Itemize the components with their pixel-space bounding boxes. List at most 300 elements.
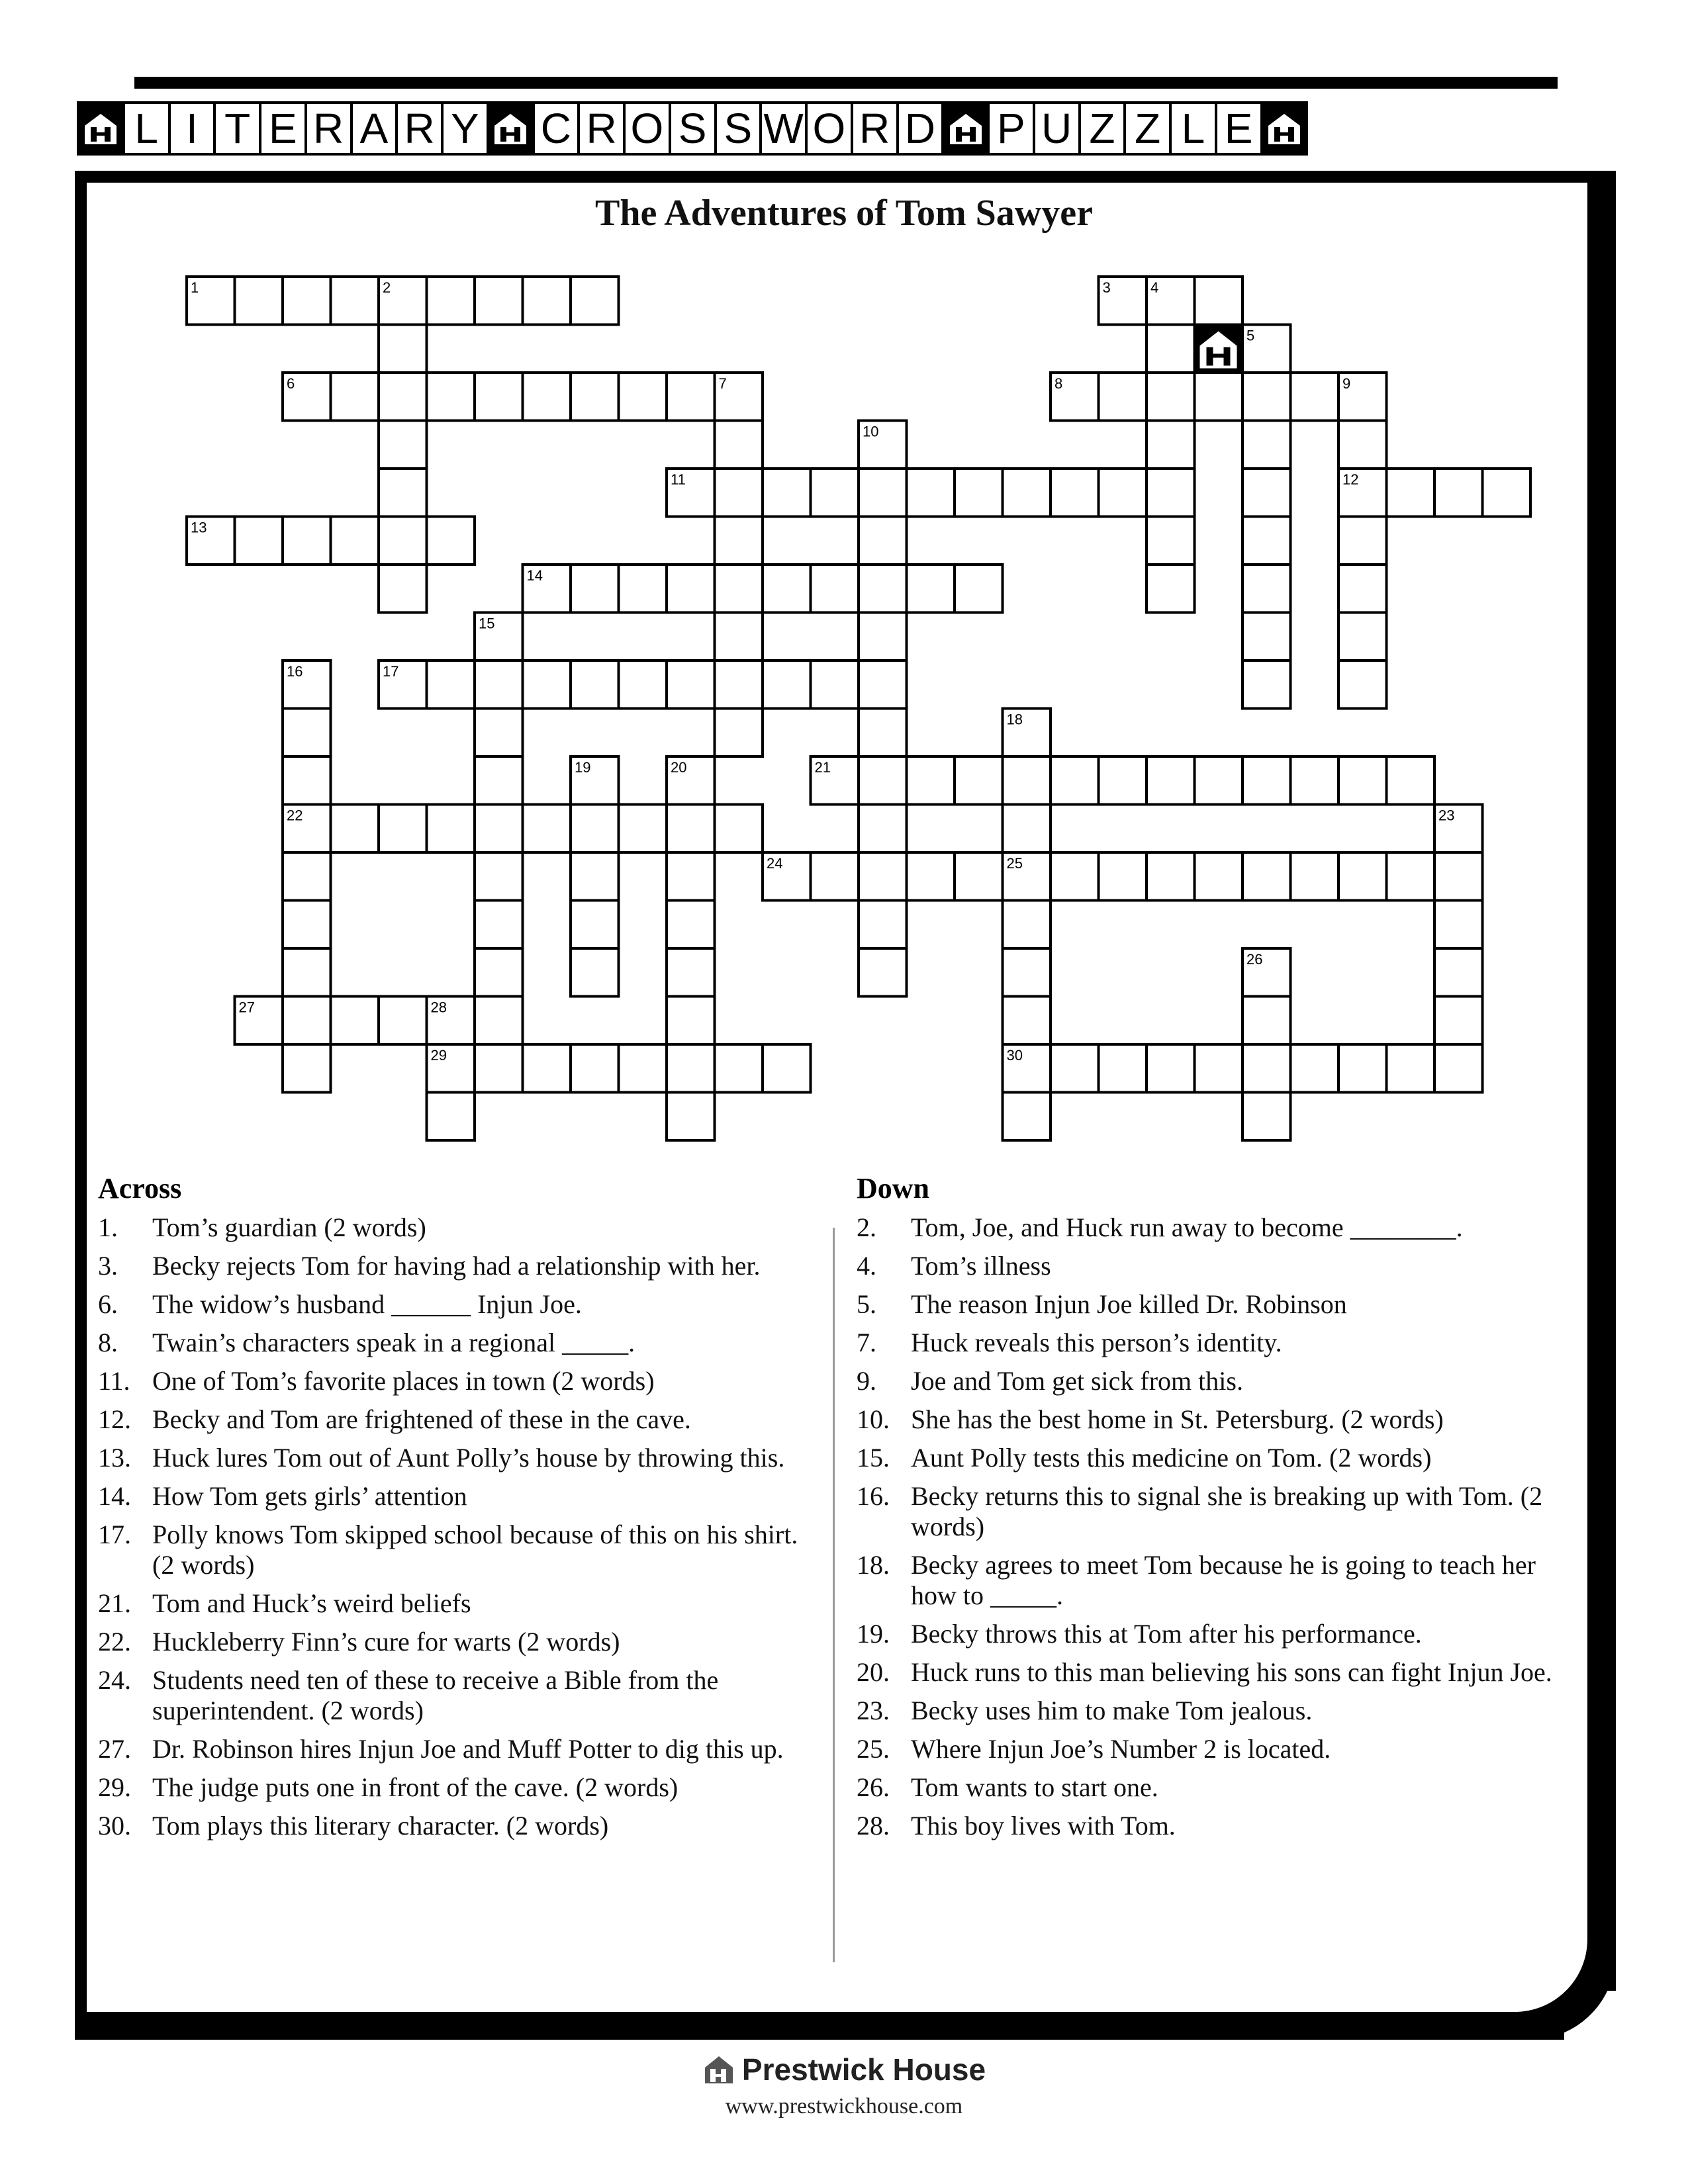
crossword-cell[interactable] (427, 277, 475, 325)
crossword-cell[interactable] (1051, 852, 1099, 901)
crossword-cell[interactable] (667, 997, 715, 1045)
crossword-cell[interactable] (859, 709, 907, 757)
across-clue (98, 1481, 820, 1512)
cell-number: 24 (767, 855, 783, 872)
crossword-cell[interactable] (1338, 1044, 1387, 1093)
crossword-cell[interactable] (283, 997, 331, 1045)
cell-number: 26 (1246, 951, 1263, 968)
crossword-cell[interactable] (1338, 852, 1387, 901)
crossword-cell[interactable] (1003, 997, 1051, 1045)
across-clue (98, 1366, 820, 1396)
crossword-cell[interactable] (667, 948, 715, 997)
footer-url[interactable]: www.prestwickhouse.com (725, 2094, 963, 2118)
clue-text: Aunt Polly tests this medicine on Tom. (2 words) (911, 1443, 1432, 1473)
crossword-cell[interactable] (475, 660, 523, 709)
crossword-cell[interactable] (1434, 469, 1483, 517)
clue-number: 29. (98, 1772, 131, 1802)
clue-text: Huck lures Tom out of Aunt Polly’s house by throwing this. (152, 1443, 785, 1473)
clue-number: 15. (857, 1443, 890, 1473)
crossword-cell[interactable] (1243, 1044, 1291, 1093)
crossword-cell[interactable] (475, 277, 523, 325)
crossword-cell[interactable] (1003, 469, 1051, 517)
down-clue (857, 1404, 1578, 1435)
across-clue (98, 1520, 820, 1580)
clue-number: 23. (857, 1696, 890, 1725)
title-letter: Z (1078, 101, 1127, 156)
crossword-cell[interactable] (283, 517, 331, 565)
crossword-cell[interactable] (523, 373, 571, 421)
crossword-cell[interactable] (1387, 469, 1435, 517)
crossword-cell[interactable] (667, 1093, 715, 1141)
clue-number: 18. (857, 1550, 890, 1580)
down-clue (857, 1251, 1578, 1281)
cell-number: 15 (479, 615, 495, 632)
clue-text: Becky agrees to meet Tom because he is going to teach her how to _____. (911, 1550, 1536, 1610)
crossword-cell[interactable] (1003, 805, 1051, 853)
clue-number: 2. (857, 1212, 876, 1242)
crossword-cell[interactable] (427, 373, 475, 421)
crossword-cell[interactable] (571, 277, 619, 325)
clue-text: She has the best home in St. Petersburg. (2 words) (911, 1404, 1444, 1434)
cell-number: 30 (1006, 1047, 1023, 1064)
cell-number: 9 (1342, 375, 1351, 392)
crossword-cell[interactable] (523, 660, 571, 709)
crossword-cell[interactable] (1291, 852, 1339, 901)
crossword-cell[interactable] (1147, 517, 1195, 565)
crossword-cell[interactable] (1434, 852, 1483, 901)
across-clue (98, 1811, 820, 1841)
down-clue (857, 1734, 1578, 1764)
crossword-cell[interactable] (379, 421, 427, 469)
crossword-cell[interactable] (1147, 373, 1195, 421)
crossword-cell[interactable] (955, 756, 1003, 805)
clue-text: Tom and Huck’s weird beliefs (152, 1588, 471, 1618)
clue-number: 24. (98, 1665, 131, 1695)
crossword-cell[interactable] (283, 709, 331, 757)
crossword-cell[interactable] (1243, 565, 1291, 613)
crossword-cell[interactable] (715, 709, 763, 757)
crossword-cell[interactable] (1003, 901, 1051, 949)
clue-text: Becky and Tom are frightened of these in the cave. (152, 1404, 691, 1434)
crossword-cell[interactable] (475, 948, 523, 997)
clue-text: The reason Injun Joe killed Dr. Robinson (911, 1289, 1347, 1319)
down-clue (857, 1772, 1578, 1803)
crossword-cell[interactable] (859, 948, 907, 997)
across-clue (98, 1665, 820, 1726)
clue-number: 19. (857, 1619, 890, 1649)
crossword-cell[interactable] (955, 565, 1003, 613)
crossword-cell[interactable] (1051, 469, 1099, 517)
clue-number: 12. (98, 1404, 131, 1434)
crossword-cell[interactable] (331, 373, 379, 421)
crossword-cell[interactable] (1099, 469, 1147, 517)
crossword-cell[interactable] (1147, 325, 1195, 373)
clue-number: 7. (857, 1328, 876, 1357)
crossword-cell[interactable] (955, 852, 1003, 901)
across-clue (98, 1734, 820, 1764)
crossword-cell[interactable] (475, 1044, 523, 1093)
clue-text: Huck runs to this man believing his sons can fight Injun Joe. (911, 1657, 1552, 1687)
cell-number: 23 (1438, 807, 1455, 824)
crossword-cell[interactable] (379, 373, 427, 421)
crossword-cell[interactable] (811, 660, 859, 709)
crossword-cell[interactable] (475, 709, 523, 757)
crossword-cell[interactable] (523, 277, 571, 325)
crossword-cell[interactable] (571, 805, 619, 853)
cell-number: 29 (430, 1047, 447, 1064)
crossword-cell[interactable] (379, 469, 427, 517)
crossword-cell[interactable] (619, 805, 667, 853)
cell-number: 13 (191, 519, 207, 536)
crossword-cell[interactable] (1099, 1044, 1147, 1093)
crossword-cell[interactable] (1099, 373, 1147, 421)
crossword-cell[interactable] (1243, 852, 1291, 901)
title-letter: E (259, 101, 307, 156)
crossword-cell[interactable] (379, 805, 427, 853)
across-clue (98, 1404, 820, 1435)
crossword-cell[interactable] (1243, 421, 1291, 469)
cell-number: 20 (671, 759, 687, 776)
crossword-cell[interactable] (1147, 469, 1195, 517)
across-clue (98, 1588, 820, 1619)
cell-number: 2 (383, 279, 391, 296)
crossword-cell[interactable] (1147, 756, 1195, 805)
crossword-cell[interactable] (283, 756, 331, 805)
crossword-cell[interactable] (427, 517, 475, 565)
prestwick-house-logo-icon (702, 2053, 735, 2086)
crossword-cell[interactable] (379, 565, 427, 613)
crossword-cell[interactable] (1338, 565, 1387, 613)
crossword-cell[interactable] (859, 517, 907, 565)
crossword-cell[interactable] (1387, 756, 1435, 805)
cell-number: 4 (1150, 279, 1159, 296)
crossword-cell[interactable] (667, 565, 715, 613)
cell-number: 21 (814, 759, 831, 776)
crossword-cell[interactable] (715, 565, 763, 613)
down-clue (857, 1481, 1578, 1542)
crossword-cell[interactable] (715, 1044, 763, 1093)
crossword-cell[interactable] (907, 852, 955, 901)
crossword-cell[interactable] (715, 660, 763, 709)
crossword-cell[interactable] (1147, 565, 1195, 613)
clue-number: 10. (857, 1404, 890, 1434)
clue-text: Students need ten of these to receive a Bible from the superintendent. (2 words) (152, 1665, 719, 1725)
cell-number: 3 (1102, 279, 1111, 296)
clue-text: One of Tom’s favorite places in town (2 words) (152, 1366, 655, 1396)
crossword-cell[interactable] (1434, 948, 1483, 997)
cell-number: 11 (671, 471, 686, 488)
title-letter: I (168, 101, 216, 156)
down-clue-list (857, 1212, 1578, 1849)
crossword-cell[interactable] (331, 277, 379, 325)
crossword-cell[interactable] (1147, 1044, 1195, 1093)
crossword-cell[interactable] (1243, 1093, 1291, 1141)
clue-number: 16. (857, 1481, 890, 1511)
title-letter: O (805, 101, 853, 156)
crossword-cell[interactable] (955, 469, 1003, 517)
crossword-cell[interactable] (331, 997, 379, 1045)
crossword-cell[interactable] (859, 469, 907, 517)
crossword-cell[interactable] (1195, 756, 1243, 805)
cell-number: 28 (430, 999, 447, 1016)
clue-number: 6. (98, 1289, 118, 1319)
crossword-cell[interactable] (667, 660, 715, 709)
down-clue (857, 1328, 1578, 1358)
footer-brand (0, 2052, 1688, 2093)
crossword-cell[interactable] (619, 373, 667, 421)
down-clue (857, 1550, 1578, 1611)
crossword-cell[interactable] (811, 565, 859, 613)
clue-text: The judge puts one in front of the cave. (2 words) (152, 1772, 679, 1802)
cell-number: 7 (718, 375, 727, 392)
crossword-cell[interactable] (379, 517, 427, 565)
crossword-cell[interactable] (571, 948, 619, 997)
crossword-cell[interactable] (283, 901, 331, 949)
across-heading: Across (98, 1172, 182, 1205)
crossword-cell[interactable] (715, 805, 763, 853)
crossword-cell[interactable] (667, 852, 715, 901)
crossword-cell[interactable] (811, 852, 859, 901)
cell-number: 22 (287, 807, 303, 824)
crossword-cell[interactable] (859, 901, 907, 949)
crossword-cell[interactable] (523, 805, 571, 853)
crossword-cell[interactable] (331, 805, 379, 853)
crossword-cell[interactable] (1243, 756, 1291, 805)
down-clue (857, 1443, 1578, 1473)
clue-number: 25. (857, 1734, 890, 1764)
crossword-cell[interactable] (811, 469, 859, 517)
crossword-cell[interactable] (859, 613, 907, 661)
crossword-cell[interactable] (427, 660, 475, 709)
crossword-cell[interactable] (1243, 373, 1291, 421)
crossword-cell[interactable] (475, 805, 523, 853)
crossword-cell[interactable] (379, 997, 427, 1045)
clue-number: 9. (857, 1366, 876, 1396)
title-letter: S (714, 101, 763, 156)
crossword-cell[interactable] (1291, 1044, 1339, 1093)
footer-brand-name: Prestwick House (741, 2052, 986, 2087)
cell-number: 1 (191, 279, 199, 296)
crossword-cell[interactable] (1387, 1044, 1435, 1093)
crossword-cell[interactable] (1099, 852, 1147, 901)
clue-number: 4. (857, 1251, 876, 1281)
clue-number: 3. (98, 1251, 118, 1281)
down-clue (857, 1366, 1578, 1396)
down-clue (857, 1619, 1578, 1649)
crossword-cell[interactable] (619, 660, 667, 709)
clue-number: 17. (98, 1520, 131, 1549)
crossword-cell[interactable] (907, 469, 955, 517)
across-clue (98, 1328, 820, 1358)
crossword-cell[interactable] (1243, 613, 1291, 661)
title-letter: W (759, 101, 808, 156)
crossword-cell[interactable] (1051, 1044, 1099, 1093)
crossword-cell[interactable] (1387, 852, 1435, 901)
title-letter: P (987, 101, 1035, 156)
across-clue (98, 1289, 820, 1320)
crossword-cell[interactable] (427, 805, 475, 853)
crossword-cell[interactable] (283, 948, 331, 997)
across-clue (98, 1627, 820, 1657)
crossword-cell[interactable] (859, 756, 907, 805)
across-clue (98, 1251, 820, 1281)
crossword-cell[interactable] (475, 852, 523, 901)
crossword-cell[interactable] (1243, 997, 1291, 1045)
crossword-cell[interactable] (283, 277, 331, 325)
crossword-cell[interactable] (667, 901, 715, 949)
crossword-cell[interactable] (1338, 660, 1387, 709)
clue-number: 11. (98, 1366, 130, 1396)
crossword-cell[interactable] (235, 517, 283, 565)
crossword-cell[interactable] (763, 1044, 811, 1093)
crossword-cell[interactable] (1243, 469, 1291, 517)
crossword-cell[interactable] (715, 517, 763, 565)
crossword-cell[interactable] (1003, 1093, 1051, 1141)
crossword-cell[interactable] (1051, 756, 1099, 805)
down-clue (857, 1696, 1578, 1726)
crossword-cell[interactable] (379, 325, 427, 373)
clue-text: Becky rejects Tom for having had a relationship with her. (152, 1251, 761, 1281)
cell-number: 16 (287, 663, 303, 680)
down-clue (857, 1657, 1578, 1688)
title-letter: S (669, 101, 717, 156)
crossword-cell[interactable] (523, 1044, 571, 1093)
crossword-cell[interactable] (1147, 421, 1195, 469)
title-letter: A (350, 101, 399, 156)
title-letter: O (623, 101, 671, 156)
crossword-cell[interactable] (1338, 756, 1387, 805)
crossword-cell[interactable] (1243, 660, 1291, 709)
crossword-cell[interactable] (1195, 277, 1243, 325)
crossword-cell[interactable] (619, 1044, 667, 1093)
crossword-cell[interactable] (283, 852, 331, 901)
cell-number: 19 (575, 759, 591, 776)
crossword-cell[interactable] (571, 660, 619, 709)
crossword-cell[interactable] (1338, 613, 1387, 661)
clue-text: Tom wants to start one. (911, 1772, 1158, 1802)
clue-number: 20. (857, 1657, 890, 1687)
crossword-cell[interactable] (1338, 517, 1387, 565)
crossword-cell[interactable] (283, 1044, 331, 1093)
crossword-cell[interactable] (1147, 852, 1195, 901)
crossword-cell[interactable] (571, 373, 619, 421)
crossword-cell[interactable] (859, 805, 907, 853)
clue-text: Where Injun Joe’s Number 2 is located. (911, 1734, 1331, 1764)
clue-text: Twain’s characters speak in a regional _____. (152, 1328, 635, 1357)
clue-text: Tom plays this literary character. (2 words) (152, 1811, 609, 1841)
crossword-cell[interactable] (1099, 756, 1147, 805)
crossword-cell[interactable] (331, 517, 379, 565)
crossword-cell[interactable] (571, 901, 619, 949)
title-letter: T (213, 101, 261, 156)
title-letter: U (1033, 101, 1081, 156)
crossword-cell[interactable] (1195, 1044, 1243, 1093)
crossword-cell[interactable] (1434, 997, 1483, 1045)
clue-number: 26. (857, 1772, 890, 1802)
crossword-cell[interactable] (475, 997, 523, 1045)
crossword-cell[interactable] (907, 565, 955, 613)
crossword-cell[interactable] (235, 277, 283, 325)
crossword-cell[interactable] (715, 421, 763, 469)
clue-number: 21. (98, 1588, 131, 1618)
clue-number: 22. (98, 1627, 131, 1657)
crossword-cell[interactable] (1434, 1044, 1483, 1093)
clue-text: Becky throws this at Tom after his performance. (911, 1619, 1422, 1649)
clue-text: Becky returns this to signal she is breaking up with Tom. (2 words) (911, 1481, 1543, 1541)
clue-text: Tom’s guardian (2 words) (152, 1212, 426, 1242)
down-clue (857, 1289, 1578, 1320)
clue-number: 1. (98, 1212, 118, 1242)
cell-number: 17 (383, 663, 399, 680)
title-letter: R (305, 101, 353, 156)
title-letter: R (395, 101, 444, 156)
crossword-cell[interactable] (571, 565, 619, 613)
title-letter: R (851, 101, 899, 156)
crossword-cell[interactable] (859, 852, 907, 901)
column-divider (833, 1228, 835, 1962)
crossword-cell[interactable] (763, 660, 811, 709)
crossword-cell[interactable] (427, 1093, 475, 1141)
crossword-cell[interactable] (1291, 756, 1339, 805)
crossword-cell[interactable] (667, 1044, 715, 1093)
clue-text: Joe and Tom get sick from this. (911, 1366, 1243, 1396)
puzzle-title: The Adventures of Tom Sawyer (595, 193, 1093, 234)
crossword-cell[interactable] (1195, 852, 1243, 901)
crossword-cell[interactable] (1003, 948, 1051, 997)
crossword-cell[interactable] (1338, 421, 1387, 469)
title-letter: R (577, 101, 626, 156)
title-letter: C (532, 101, 581, 156)
crossword-cell[interactable] (859, 565, 907, 613)
house-logo-icon (1195, 325, 1243, 373)
crossword-cell[interactable] (763, 565, 811, 613)
crossword-cell[interactable] (1434, 901, 1483, 949)
cell-number: 27 (238, 999, 255, 1016)
cell-number: 10 (863, 423, 879, 440)
clue-number: 27. (98, 1734, 131, 1764)
crossword-cell[interactable] (1003, 756, 1051, 805)
across-clue (98, 1772, 820, 1803)
crossword-cell[interactable] (667, 373, 715, 421)
crossword-cell[interactable] (715, 613, 763, 661)
clue-text: Becky uses him to make Tom jealous. (911, 1696, 1313, 1725)
down-heading: Down (857, 1172, 930, 1205)
crossword-cell[interactable] (859, 660, 907, 709)
crossword-cell[interactable] (715, 469, 763, 517)
crossword-cell[interactable] (619, 565, 667, 613)
cell-number: 14 (526, 567, 543, 584)
clue-number: 14. (98, 1481, 131, 1511)
crossword-cell[interactable] (1243, 517, 1291, 565)
crossword-cell[interactable] (1195, 373, 1243, 421)
crossword-cell[interactable] (571, 852, 619, 901)
crossword-cell[interactable] (571, 1044, 619, 1093)
crossword-cell[interactable] (475, 373, 523, 421)
clue-number: 28. (857, 1811, 890, 1841)
crossword-cell[interactable] (763, 469, 811, 517)
crossword-cell[interactable] (1291, 373, 1339, 421)
crossword-cell[interactable] (475, 901, 523, 949)
title-letter: L (1169, 101, 1217, 156)
crossword-cell[interactable] (907, 756, 955, 805)
crossword-cell[interactable] (475, 756, 523, 805)
clue-text: Dr. Robinson hires Injun Joe and Muff Potter to dig this up. (152, 1734, 784, 1764)
crossword-cell[interactable] (667, 805, 715, 853)
title-letter: Y (441, 101, 489, 156)
title-letter: D (896, 101, 945, 156)
cell-number: 6 (287, 375, 295, 392)
crossword-cell[interactable] (1483, 469, 1531, 517)
